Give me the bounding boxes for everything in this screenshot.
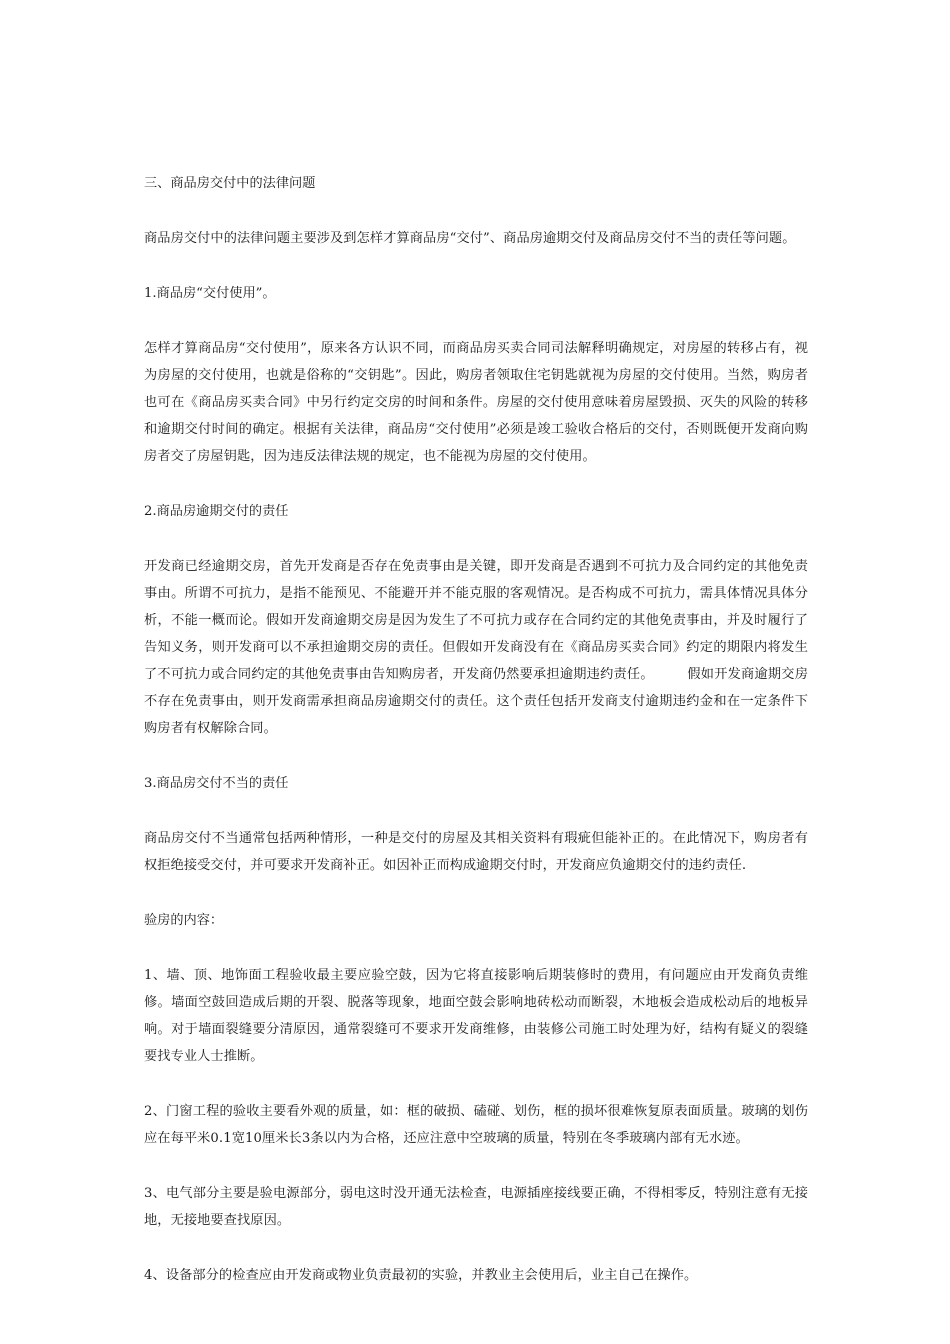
inspection-item-4: 4、设备部分的检查应由开发商或物业负责最初的实验，并教业主会使用后，业主自己在操作。 (144, 1268, 698, 1283)
subsection-2-body: 开发商已经逾期交房，首先开发商是否存在免责事由是关键，即开发商是否遇到不可抗力及合同约定的其他免责事由。所谓不可抗力，是指不能预见、不能避开并不能克服的客观情况。是否构成不可抗力，需具体情况具体分析，不能一概而论。假如开发商逾期交房是因为发生了不可抗力或存在合同约定的其他免责事由，并及时履行了告知义务，则开发商可以不承担逾期交房的责任。但假如开发商没有在《商品房买卖合同》约定的期限内将发生了不可抗力或合同约定的其他免责事由告知购房者，开发商仍然要承担逾期违约责任。 假如开发商逾期交房不存在免责事由，则开发商需承担商品房逾期交付的责任。这个责任包括开发商支付逾期违约金和在一定条件下购房者有权解除合同。 (144, 559, 808, 736)
section-title: 三、商品房交付中的法律问题 (144, 176, 316, 191)
intro-paragraph: 商品房交付中的法律问题主要涉及到怎样才算商品房“交付”、商品房逾期交付及商品房交付不当的责任等问题。 (144, 231, 796, 246)
subsection-1-title: 1.商品房“交付使用”。 (144, 286, 276, 301)
inspection-item-3: 3、电气部分主要是验电源部分，弱电这时没开通无法检查，电源插座接线要正确，不得相零反，特别注意有无接地，无接地要查找原因。 (144, 1186, 808, 1228)
subsection-2-title: 2.商品房逾期交付的责任 (144, 504, 289, 519)
document-body (144, 170, 808, 1317)
inspection-item-2: 2、门窗工程的验收主要看外观的质量，如：框的破损、磕碰、划伤，框的损坏很难恢复原表面质量。玻璃的划伤应在每平米0.1宽10厘米长3条以内为合格，还应注意中空玻璃的质量，特别在冬季玻璃内部有无水迹。 (144, 1104, 808, 1146)
subsection-3-title: 3.商品房交付不当的责任 (144, 776, 289, 791)
inspection-title: 验房的内容： (144, 913, 224, 928)
inspection-item-1: 1、墙、顶、地饰面工程验收最主要应验空鼓，因为它将直接影响后期装修时的费用，有问题应由开发商负责维修。墙面空鼓回造成后期的开裂、脱落等现象，地面空鼓会影响地砖松动而断裂，木地板会造成松动后的地板异响。对于墙面裂缝要分清原因，通常裂缝可不要求开发商维修，由装修公司施工时处理为好，结构有疑义的裂缝要找专业人士推断。 (144, 968, 808, 1064)
subsection-3-body: 商品房交付不当通常包括两种情形，一种是交付的房屋及其相关资料有瑕疵但能补正的。在此情况下，购房者有权拒绝接受交付，并可要求开发商补正。如因补正而构成逾期交付时，开发商应负逾期交付的违约责任. (144, 831, 808, 873)
subsection-1-body: 怎样才算商品房“交付使用”，原来各方认识不同，而商品房买卖合同司法解释明确规定，对房屋的转移占有，视为房屋的交付使用，也就是俗称的“交钥匙”。因此，购房者领取住宅钥匙就视为房屋的交付使用。当然，购房者也可在《商品房买卖合同》中另行约定交房的时间和条件。房屋的交付使用意味着房屋毁损、灭失的风险的转移和逾期交付时间的确定。根据有关法律，商品房“交付使用”必须是竣工验收合格后的交付，否则既便开发商向购房者交了房屋钥匙，因为违反法律法规的规定，也不能视为房屋的交付使用。 (144, 341, 808, 464)
